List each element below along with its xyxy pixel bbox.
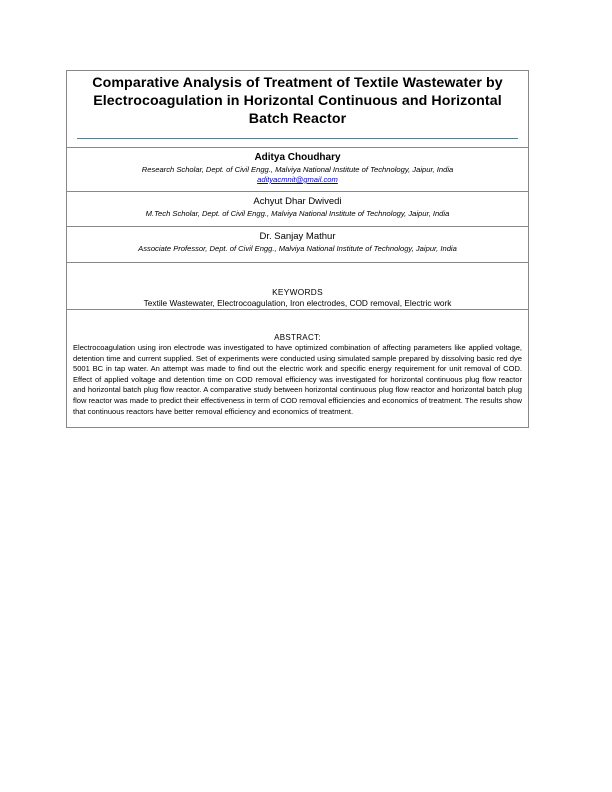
- keywords-list: Textile Wastewater, Electrocoagulation, Iron electrodes, COD removal, Electric work: [143, 298, 452, 308]
- title-line-3: Batch Reactor: [248, 111, 347, 127]
- author-affiliation: Associate Professor, Dept. of Civil Engg., Malviya National Institute of Technology, Jaipur, India: [138, 244, 457, 253]
- title-underline: [77, 138, 518, 139]
- author-name: Aditya Choudhary: [254, 152, 341, 163]
- author-block-1: [67, 147, 528, 191]
- abstract-text: Electrocoagulation using iron electrode was investigated to have optimized combination of affecting parameters like applied voltage, detention time and current supplied. Set of experiments were conducted using simulated sample prepared by dissolving basic red dye 5001 BC in tap water. An attempt was made to find out the electric work and specific energy requirement for unit removal of COD. Effect of applied voltage and detention time on COD removal efficiency was investigated for horizontal continuous plug flow reactor and horizontal batch plug flow reactor. A comparative study between horizontal continuous plug flow reactor and horizontal batch plug flow reactor was made to predict their effectiveness in term of COD removal efficiencies and economics of treatment. The results show that continuous reactors have better removal efficiency and economics of treatment.: [73, 343, 522, 416]
- author-affiliation: Research Scholar, Dept. of Civil Engg., Malviya National Institute of Technology, Jaipur, India: [141, 165, 454, 174]
- author-name: Achyut Dhar Dwivedi: [253, 196, 342, 207]
- author-email-link[interactable]: adityacmnit@gmail.com: [257, 175, 338, 184]
- title-line-1: Comparative Analysis of Treatment of Textile Wastewater by: [92, 75, 503, 91]
- author-block-3: [67, 226, 528, 262]
- title-block: [67, 71, 528, 147]
- keywords-heading: KEYWORDS: [272, 287, 323, 297]
- author-block-2: [67, 191, 528, 226]
- author-affiliation: M.Tech Scholar, Dept. of Civil Engg., Malviya National Institute of Technology, Jaipur, India: [145, 209, 450, 218]
- abstract-heading: ABSTRACT:: [274, 333, 321, 342]
- keywords-block: [67, 262, 528, 309]
- author-name: Dr. Sanjay Mathur: [259, 231, 336, 242]
- front-matter-frame: [66, 70, 529, 428]
- paper-title: [73, 74, 522, 128]
- abstract-block: [67, 309, 528, 427]
- title-line-2: Electrocoagulation in Horizontal Continuous and Horizontal: [93, 93, 502, 109]
